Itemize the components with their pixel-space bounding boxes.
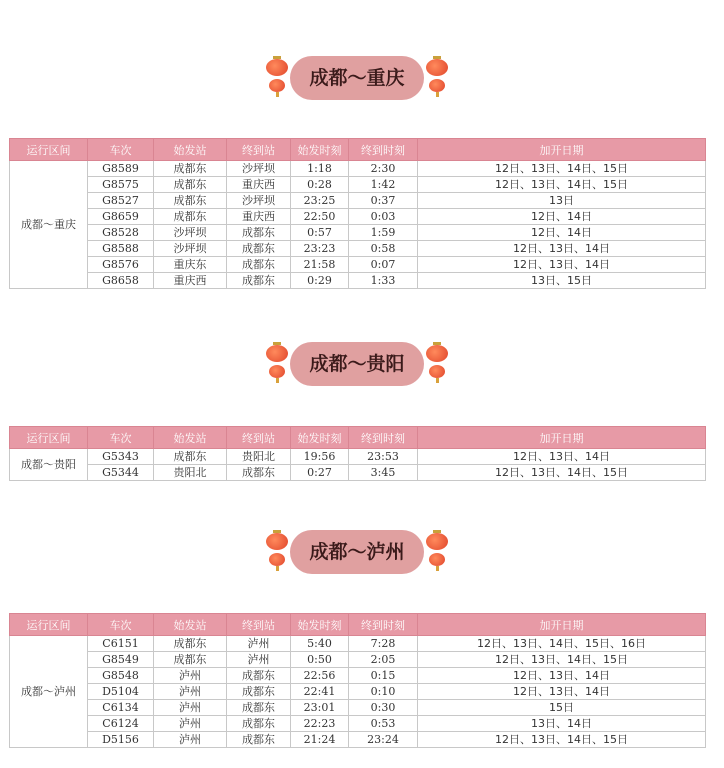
origin-cell: 贵阳北: [154, 465, 227, 481]
lantern-icon: [424, 342, 450, 383]
header-depart-time: 始发时刻: [291, 614, 349, 636]
arrive-cell: 23:53: [349, 449, 418, 465]
table-header-row: [10, 427, 706, 449]
destination-cell: 成都东: [227, 241, 291, 257]
destination-cell: 重庆西: [227, 209, 291, 225]
train-cell: G8548: [88, 668, 154, 684]
dates-cell: 13日: [418, 193, 706, 209]
destination-cell: 成都东: [227, 732, 291, 748]
lantern-icon: [264, 56, 290, 97]
dates-cell: 13日、14日: [418, 716, 706, 732]
arrive-cell: 0:30: [349, 700, 418, 716]
dates-cell: 12日、13日、14日: [418, 684, 706, 700]
depart-cell: 19:56: [291, 449, 349, 465]
range-cell: 成都～泸州: [10, 636, 88, 748]
table-row: [10, 668, 706, 684]
train-cell: G8589: [88, 161, 154, 177]
arrive-cell: 0:37: [349, 193, 418, 209]
origin-cell: 泸州: [154, 684, 227, 700]
dates-cell: 12日、13日、14日: [418, 241, 706, 257]
table-header-row: [10, 139, 706, 161]
dates-cell: 12日、13日、14日、15日、16日: [418, 636, 706, 652]
origin-cell: 泸州: [154, 716, 227, 732]
header-destination: 终到站: [227, 139, 291, 161]
table-row: [10, 177, 706, 193]
header-range: 运行区间: [10, 614, 88, 636]
header-origin: 始发站: [154, 614, 227, 636]
destination-cell: 成都东: [227, 257, 291, 273]
depart-cell: 23:01: [291, 700, 349, 716]
arrive-cell: 7:28: [349, 636, 418, 652]
header-origin: 始发站: [154, 139, 227, 161]
table-row: [10, 193, 706, 209]
range-cell: 成都～贵阳: [10, 449, 88, 481]
dates-cell: 12日、13日、14日: [418, 257, 706, 273]
header-train: 车次: [88, 614, 154, 636]
section-title-label: 成都～重庆: [290, 56, 424, 100]
origin-cell: 重庆东: [154, 257, 227, 273]
dates-cell: 12日、13日、14日、15日: [418, 732, 706, 748]
section-title-chongqing: [262, 54, 452, 98]
depart-cell: 22:50: [291, 209, 349, 225]
train-cell: C6134: [88, 700, 154, 716]
arrive-cell: 23:24: [349, 732, 418, 748]
destination-cell: 泸州: [227, 652, 291, 668]
section-title-label: 成都～贵阳: [290, 342, 424, 386]
header-depart-time: 始发时刻: [291, 427, 349, 449]
train-cell: G8528: [88, 225, 154, 241]
dates-cell: 12日、13日、14日: [418, 449, 706, 465]
origin-cell: 成都东: [154, 636, 227, 652]
dates-cell: 12日、14日: [418, 209, 706, 225]
dates-cell: 12日、14日: [418, 225, 706, 241]
header-range: 运行区间: [10, 427, 88, 449]
lantern-icon: [424, 56, 450, 97]
origin-cell: 成都东: [154, 161, 227, 177]
arrive-cell: 0:15: [349, 668, 418, 684]
origin-cell: 成都东: [154, 652, 227, 668]
depart-cell: 22:56: [291, 668, 349, 684]
header-arrive-time: 终到时刻: [349, 614, 418, 636]
train-cell: G5344: [88, 465, 154, 481]
train-cell: G8588: [88, 241, 154, 257]
schedule-table-guiyang: [9, 426, 706, 481]
depart-cell: 23:23: [291, 241, 349, 257]
destination-cell: 成都东: [227, 668, 291, 684]
destination-cell: 成都东: [227, 465, 291, 481]
destination-cell: 成都东: [227, 273, 291, 289]
table-row: [10, 241, 706, 257]
destination-cell: 沙坪坝: [227, 161, 291, 177]
header-train: 车次: [88, 427, 154, 449]
origin-cell: 成都东: [154, 177, 227, 193]
dates-cell: 12日、13日、14日、15日: [418, 652, 706, 668]
origin-cell: 成都东: [154, 209, 227, 225]
header-depart-time: 始发时刻: [291, 139, 349, 161]
depart-cell: 23:25: [291, 193, 349, 209]
origin-cell: 成都东: [154, 449, 227, 465]
header-range: 运行区间: [10, 139, 88, 161]
depart-cell: 0:27: [291, 465, 349, 481]
origin-cell: 泸州: [154, 668, 227, 684]
train-cell: G8527: [88, 193, 154, 209]
header-extra-dates: 加开日期: [418, 614, 706, 636]
train-cell: G8659: [88, 209, 154, 225]
destination-cell: 成都东: [227, 225, 291, 241]
train-cell: G8658: [88, 273, 154, 289]
header-destination: 终到站: [227, 427, 291, 449]
lantern-icon: [424, 530, 450, 571]
table-row: [10, 449, 706, 465]
table-row: [10, 700, 706, 716]
destination-cell: 泸州: [227, 636, 291, 652]
depart-cell: 0:29: [291, 273, 349, 289]
arrive-cell: 1:42: [349, 177, 418, 193]
arrive-cell: 0:03: [349, 209, 418, 225]
train-cell: D5156: [88, 732, 154, 748]
header-arrive-time: 终到时刻: [349, 427, 418, 449]
table-row: [10, 684, 706, 700]
header-arrive-time: 终到时刻: [349, 139, 418, 161]
table-row: [10, 273, 706, 289]
train-cell: G8576: [88, 257, 154, 273]
arrive-cell: 2:30: [349, 161, 418, 177]
dates-cell: 15日: [418, 700, 706, 716]
depart-cell: 22:23: [291, 716, 349, 732]
table-row: [10, 465, 706, 481]
table-row: [10, 225, 706, 241]
origin-cell: 成都东: [154, 193, 227, 209]
dates-cell: 12日、13日、14日、15日: [418, 177, 706, 193]
train-cell: G8549: [88, 652, 154, 668]
header-origin: 始发站: [154, 427, 227, 449]
section-title-label: 成都～泸州: [290, 530, 424, 574]
lantern-icon: [264, 342, 290, 383]
table-row: [10, 257, 706, 273]
origin-cell: 沙坪坝: [154, 225, 227, 241]
origin-cell: 泸州: [154, 732, 227, 748]
depart-cell: 22:41: [291, 684, 349, 700]
arrive-cell: 2:05: [349, 652, 418, 668]
header-destination: 终到站: [227, 614, 291, 636]
destination-cell: 贵阳北: [227, 449, 291, 465]
destination-cell: 沙坪坝: [227, 193, 291, 209]
schedule-table-luzhou: [9, 613, 706, 748]
origin-cell: 泸州: [154, 700, 227, 716]
arrive-cell: 0:07: [349, 257, 418, 273]
table-row: [10, 636, 706, 652]
destination-cell: 成都东: [227, 700, 291, 716]
header-extra-dates: 加开日期: [418, 427, 706, 449]
train-cell: C6151: [88, 636, 154, 652]
train-cell: C6124: [88, 716, 154, 732]
depart-cell: 0:57: [291, 225, 349, 241]
header-train: 车次: [88, 139, 154, 161]
lantern-icon: [264, 530, 290, 571]
origin-cell: 重庆西: [154, 273, 227, 289]
depart-cell: 0:28: [291, 177, 349, 193]
depart-cell: 5:40: [291, 636, 349, 652]
arrive-cell: 0:10: [349, 684, 418, 700]
dates-cell: 12日、13日、14日、15日: [418, 465, 706, 481]
section-title-guiyang: [262, 340, 452, 384]
arrive-cell: 0:53: [349, 716, 418, 732]
header-extra-dates: 加开日期: [418, 139, 706, 161]
depart-cell: 21:24: [291, 732, 349, 748]
origin-cell: 沙坪坝: [154, 241, 227, 257]
train-cell: D5104: [88, 684, 154, 700]
range-cell: 成都～重庆: [10, 161, 88, 289]
depart-cell: 0:50: [291, 652, 349, 668]
table-header-row: [10, 614, 706, 636]
train-cell: G5343: [88, 449, 154, 465]
destination-cell: 成都东: [227, 716, 291, 732]
depart-cell: 1:18: [291, 161, 349, 177]
arrive-cell: 1:33: [349, 273, 418, 289]
dates-cell: 12日、13日、14日、15日: [418, 161, 706, 177]
table-row: [10, 161, 706, 177]
table-row: [10, 209, 706, 225]
dates-cell: 12日、13日、14日: [418, 668, 706, 684]
table-row: [10, 652, 706, 668]
destination-cell: 成都东: [227, 684, 291, 700]
arrive-cell: 0:58: [349, 241, 418, 257]
table-row: [10, 732, 706, 748]
depart-cell: 21:58: [291, 257, 349, 273]
section-title-luzhou: [262, 528, 452, 572]
destination-cell: 重庆西: [227, 177, 291, 193]
table-row: [10, 716, 706, 732]
schedule-table-chongqing: [9, 138, 706, 289]
dates-cell: 13日、15日: [418, 273, 706, 289]
arrive-cell: 1:59: [349, 225, 418, 241]
train-cell: G8575: [88, 177, 154, 193]
arrive-cell: 3:45: [349, 465, 418, 481]
